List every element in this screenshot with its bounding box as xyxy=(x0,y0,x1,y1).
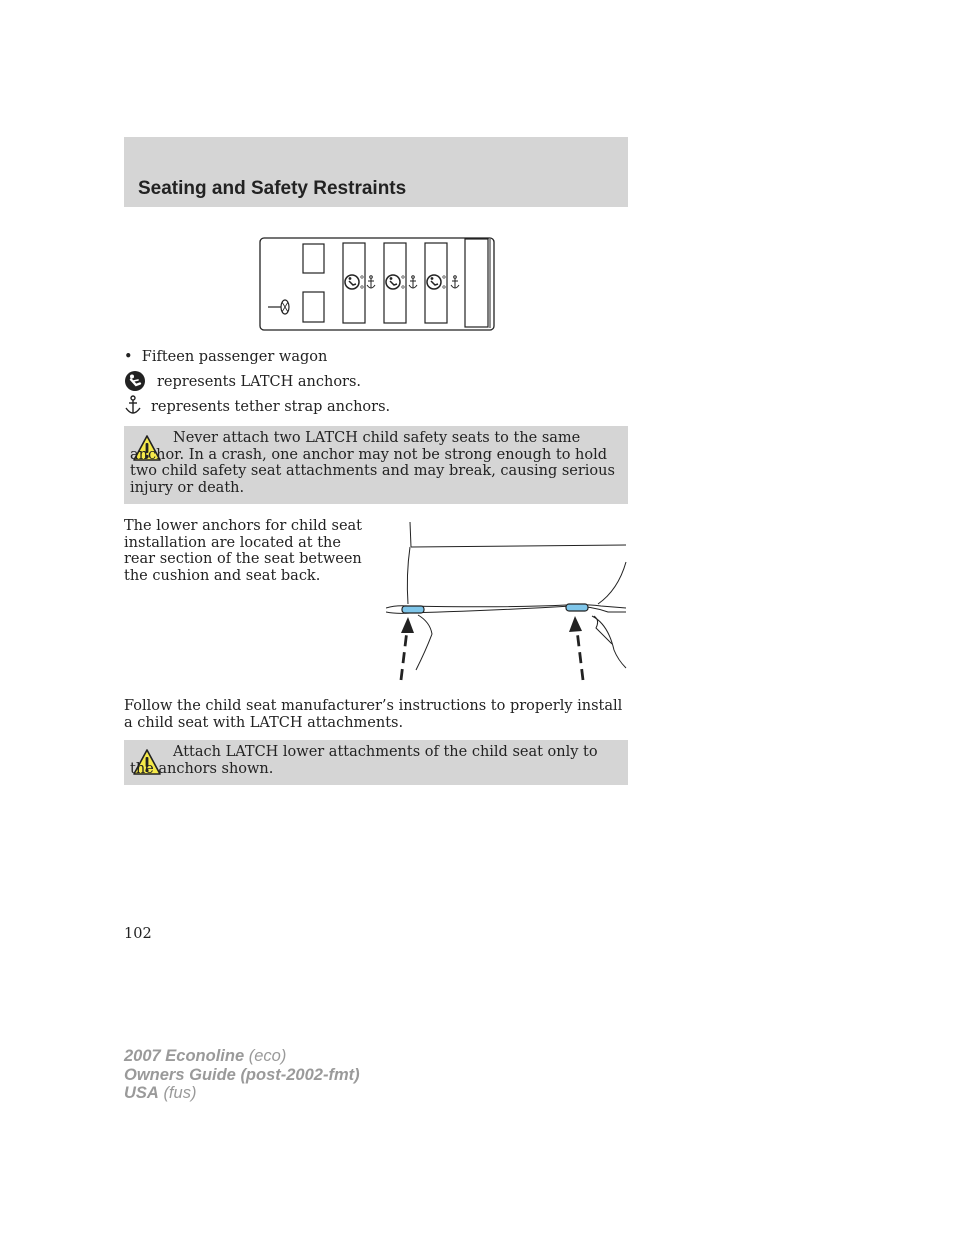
legend-tether-text: represents tether strap anchors. xyxy=(151,399,391,415)
warning-text: Attach LATCH lower attachments of the child seat only to the anchors shown. xyxy=(130,744,598,777)
warning-box-anchor xyxy=(124,426,628,504)
arrow-right xyxy=(569,616,583,680)
warning-box-attachments xyxy=(124,740,628,785)
legend-latch-text: represents LATCH anchors. xyxy=(157,374,362,390)
anchors-paragraph: The lower anchors for child seat installation are located at the rear section of the seat between the cushion and seat back. xyxy=(124,518,363,584)
footer-market-code: (fus) xyxy=(163,1084,197,1102)
page-number: 102 xyxy=(124,926,152,942)
footer-model-code: (eco) xyxy=(248,1047,287,1065)
warning-text: Never attach two LATCH child safety seats to the same anchor. In a crash, one anchor may not be strong enough to hold two child safety seat attachments and may break, causing serious injury or death. xyxy=(130,430,615,496)
footer-model: 2007 Econoline xyxy=(124,1047,245,1065)
bullet-item xyxy=(124,349,327,366)
footer-market: USA xyxy=(124,1084,159,1102)
section-title: Seating and Safety Restraints xyxy=(138,178,407,199)
arrow-left xyxy=(401,617,414,680)
lower-anchors-illustration xyxy=(386,520,628,682)
tether-anchor-icon xyxy=(124,395,142,415)
follow-paragraph: Follow the child seat manufacturer’s instructions to properly install a child seat with LATCH attachments. xyxy=(124,698,623,731)
latch-anchor-marker xyxy=(402,606,424,613)
bullet-text: Fifteen passenger wagon xyxy=(141,349,328,365)
latch-anchor-icon xyxy=(124,370,146,392)
section-header xyxy=(124,137,628,207)
footer-guide: Owners Guide (post-2002-fmt) xyxy=(124,1065,360,1084)
document-footer xyxy=(124,1047,360,1103)
seating-layout-diagram xyxy=(258,236,498,332)
latch-anchor-marker xyxy=(566,604,588,611)
bullet-marker: • xyxy=(124,349,142,365)
